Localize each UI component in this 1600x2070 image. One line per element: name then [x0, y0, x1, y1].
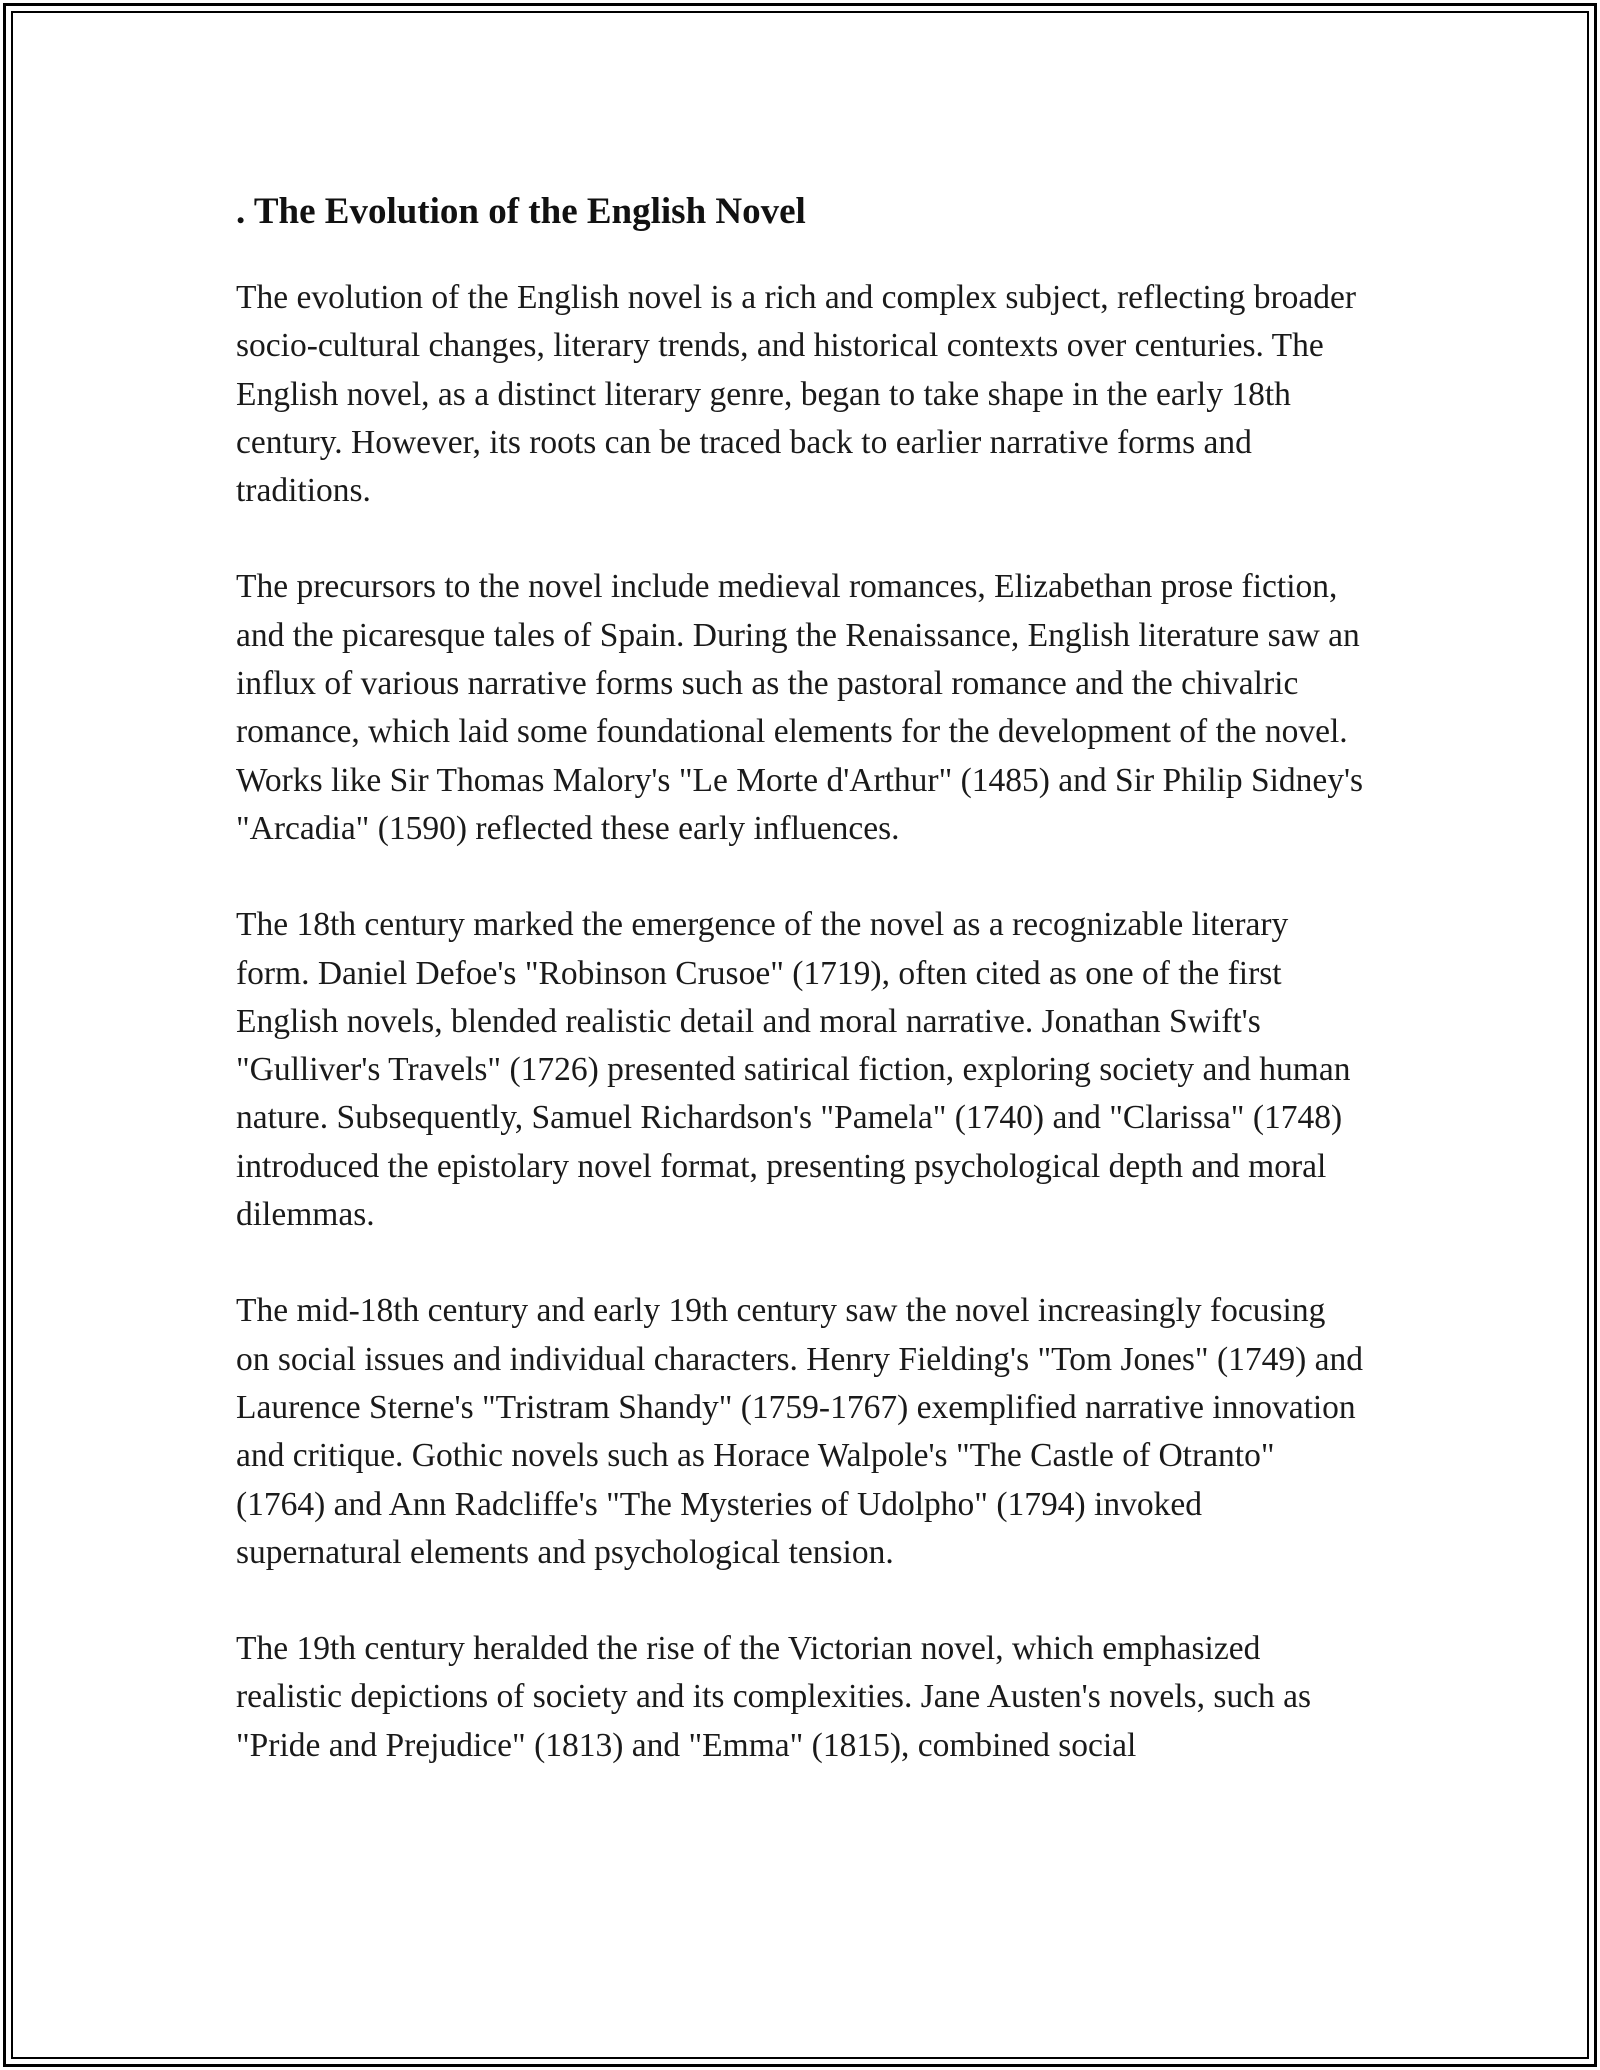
- paragraph-19th-century: The 19th century heralded the rise of the Victorian novel, which emphasized realistic depictions of society and its complexities. Jane Austen's novels, such as "Pride and Prejudice" (1813) and "Emma" (1815), combined social: [236, 1630, 1312, 1764]
- paragraph-introduction: The evolution of the English novel is a rich and complex subject, reflecting broader socio-cultural changes, literary trends, and historical contexts over centuries. The English novel, as a distinct literary genre, began to take shape in the early 18th century. However, its roots can be traced back to earlier narrative forms and traditions.: [236, 279, 1357, 510]
- paragraph-18th-century: The 18th century marked the emergence of the novel as a recognizable literary form. Daniel Defoe's "Robinson Crusoe" (1719), often cited as one of the first English novels, blended realistic detail and moral narrative. Jonathan Swift's "Gulliver's Travels" (1726) presented satirical fiction, exploring society and human nature. Subsequently, Samuel Richardson's "Pamela" (1740) and "Clarissa" (1748) introduced the epistolary novel format, presenting psychological depth and moral dilemmas.: [236, 906, 1351, 1234]
- document-title: . The Evolution of the English Novel: [236, 191, 806, 232]
- paragraph-mid-18th-century: The mid-18th century and early 19th century saw the novel increasingly focusing on social issues and individual characters. Henry Fielding's "Tom Jones" (1749) and Laurence Sterne's "Tristram Shandy" (1759-1767) exemplified narrative innovation and critique. Gothic novels such as Horace Walpole's "The Castle of Otranto" (1764) and Ann Radcliffe's "The Mysteries of Udolpho" (1794) invoked supernatural elements and psychological tension.: [236, 1292, 1364, 1571]
- paragraph-precursors: The precursors to the novel include medieval romances, Elizabethan prose fiction, and the picaresque tales of Spain. During the Renaissance, English literature saw an influx of various narrative forms such as the pastoral romance and the chivalric romance, which laid some foundational elements for the development of the novel. Works like Sir Thomas Malory's "Le Morte d'Arthur" (1485) and Sir Philip Sidney's "Arcadia" (1590) reflected these early influences.: [236, 568, 1364, 847]
- document-body: [236, 182, 1366, 1818]
